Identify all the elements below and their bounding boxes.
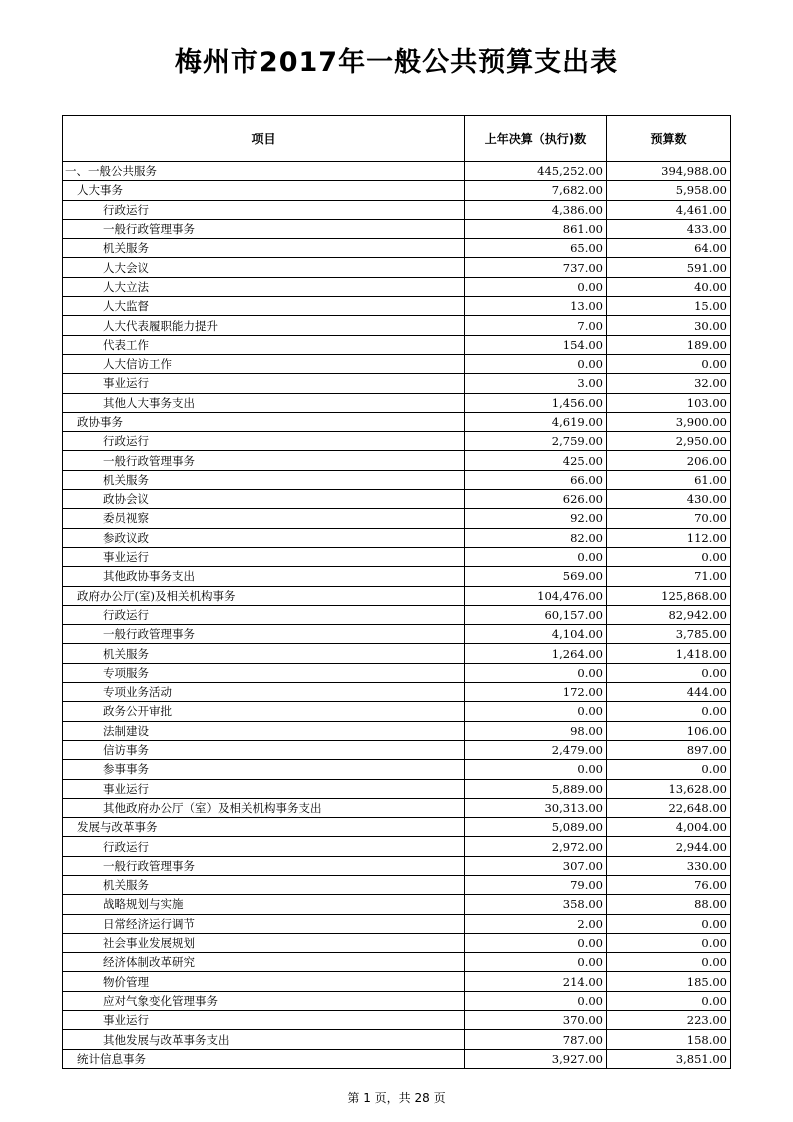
row-item-name: 统计信息事务 bbox=[63, 1049, 465, 1068]
row-item-name: 事业运行 bbox=[63, 1011, 465, 1030]
table-row bbox=[63, 470, 731, 489]
table-row bbox=[63, 760, 731, 779]
row-item-name: 事业运行 bbox=[63, 374, 465, 393]
table-row bbox=[63, 933, 731, 952]
row-item-name: 社会事业发展规划 bbox=[63, 933, 465, 952]
row-item-name: 人大会议 bbox=[63, 258, 465, 277]
row-prev-year-value: 0.00 bbox=[465, 933, 607, 952]
row-budget-value: 430.00 bbox=[607, 490, 731, 509]
table-row bbox=[63, 1049, 731, 1068]
table-row bbox=[63, 837, 731, 856]
row-budget-value: 76.00 bbox=[607, 875, 731, 894]
table-row bbox=[63, 663, 731, 682]
budget-table bbox=[62, 115, 731, 1069]
table-row bbox=[63, 374, 731, 393]
row-budget-value: 0.00 bbox=[607, 760, 731, 779]
row-budget-value: 0.00 bbox=[607, 933, 731, 952]
row-item-name: 信访事务 bbox=[63, 740, 465, 759]
row-item-name: 专项业务活动 bbox=[63, 683, 465, 702]
table-row bbox=[63, 258, 731, 277]
table-row bbox=[63, 335, 731, 354]
row-item-name: 政府办公厅(室)及相关机构事务 bbox=[63, 586, 465, 605]
row-item-name: 机关服务 bbox=[63, 644, 465, 663]
row-budget-value: 0.00 bbox=[607, 354, 731, 373]
row-budget-value: 1,418.00 bbox=[607, 644, 731, 663]
row-item-name: 法制建设 bbox=[63, 721, 465, 740]
row-item-name: 一般行政管理事务 bbox=[63, 856, 465, 875]
row-prev-year-value: 7.00 bbox=[465, 316, 607, 335]
row-item-name: 其他政府办公厅（室）及相关机构事务支出 bbox=[63, 798, 465, 817]
row-prev-year-value: 13.00 bbox=[465, 297, 607, 316]
row-item-name: 政协会议 bbox=[63, 490, 465, 509]
row-budget-value: 61.00 bbox=[607, 470, 731, 489]
table-row bbox=[63, 567, 731, 586]
row-item-name: 参政议政 bbox=[63, 528, 465, 547]
table-row bbox=[63, 972, 731, 991]
row-budget-value: 106.00 bbox=[607, 721, 731, 740]
row-item-name: 参事事务 bbox=[63, 760, 465, 779]
row-prev-year-value: 0.00 bbox=[465, 547, 607, 566]
row-item-name: 委员视察 bbox=[63, 509, 465, 528]
row-budget-value: 3,851.00 bbox=[607, 1049, 731, 1068]
row-item-name: 政务公开审批 bbox=[63, 702, 465, 721]
row-prev-year-value: 5,089.00 bbox=[465, 818, 607, 837]
row-budget-value: 330.00 bbox=[607, 856, 731, 875]
table-row bbox=[63, 721, 731, 740]
table-row bbox=[63, 875, 731, 894]
row-budget-value: 433.00 bbox=[607, 219, 731, 238]
row-item-name: 人大信访工作 bbox=[63, 354, 465, 373]
row-item-name: 战略规划与实施 bbox=[63, 895, 465, 914]
table-row bbox=[63, 509, 731, 528]
row-budget-value: 0.00 bbox=[607, 914, 731, 933]
row-budget-value: 2,944.00 bbox=[607, 837, 731, 856]
row-budget-value: 32.00 bbox=[607, 374, 731, 393]
row-budget-value: 22,648.00 bbox=[607, 798, 731, 817]
row-item-name: 其他政协事务支出 bbox=[63, 567, 465, 586]
row-budget-value: 125,868.00 bbox=[607, 586, 731, 605]
row-item-name: 机关服务 bbox=[63, 875, 465, 894]
row-prev-year-value: 0.00 bbox=[465, 354, 607, 373]
row-prev-year-value: 172.00 bbox=[465, 683, 607, 702]
table-row bbox=[63, 779, 731, 798]
row-item-name: 应对气象变化管理事务 bbox=[63, 991, 465, 1010]
header-prev-year: 上年决算（执行)数 bbox=[465, 116, 607, 162]
row-item-name: 事业运行 bbox=[63, 779, 465, 798]
row-item-name: 专项服务 bbox=[63, 663, 465, 682]
table-row bbox=[63, 605, 731, 624]
row-prev-year-value: 307.00 bbox=[465, 856, 607, 875]
table-row bbox=[63, 644, 731, 663]
row-budget-value: 223.00 bbox=[607, 1011, 731, 1030]
table-row bbox=[63, 528, 731, 547]
table-row bbox=[63, 547, 731, 566]
row-budget-value: 15.00 bbox=[607, 297, 731, 316]
row-budget-value: 112.00 bbox=[607, 528, 731, 547]
row-budget-value: 40.00 bbox=[607, 277, 731, 296]
table-header-row bbox=[63, 116, 731, 162]
table-row bbox=[63, 162, 731, 181]
row-prev-year-value: 0.00 bbox=[465, 760, 607, 779]
row-prev-year-value: 60,157.00 bbox=[465, 605, 607, 624]
row-prev-year-value: 626.00 bbox=[465, 490, 607, 509]
row-item-name: 代表工作 bbox=[63, 335, 465, 354]
row-prev-year-value: 569.00 bbox=[465, 567, 607, 586]
row-prev-year-value: 4,104.00 bbox=[465, 625, 607, 644]
row-item-name: 行政运行 bbox=[63, 605, 465, 624]
row-budget-value: 88.00 bbox=[607, 895, 731, 914]
row-budget-value: 103.00 bbox=[607, 393, 731, 412]
page-footer: 第 1 页，共 28 页 bbox=[347, 1091, 446, 1105]
row-item-name: 机关服务 bbox=[63, 239, 465, 258]
table-row bbox=[63, 740, 731, 759]
row-prev-year-value: 4,619.00 bbox=[465, 412, 607, 431]
row-item-name: 行政运行 bbox=[63, 432, 465, 451]
row-item-name: 物价管理 bbox=[63, 972, 465, 991]
row-item-name: 一般行政管理事务 bbox=[63, 625, 465, 644]
row-prev-year-value: 92.00 bbox=[465, 509, 607, 528]
row-budget-value: 82,942.00 bbox=[607, 605, 731, 624]
row-prev-year-value: 358.00 bbox=[465, 895, 607, 914]
row-prev-year-value: 79.00 bbox=[465, 875, 607, 894]
header-budget: 预算数 bbox=[607, 116, 731, 162]
row-prev-year-value: 445,252.00 bbox=[465, 162, 607, 181]
table-row bbox=[63, 991, 731, 1010]
row-budget-value: 189.00 bbox=[607, 335, 731, 354]
table-row bbox=[63, 702, 731, 721]
row-prev-year-value: 425.00 bbox=[465, 451, 607, 470]
row-prev-year-value: 1,456.00 bbox=[465, 393, 607, 412]
row-prev-year-value: 1,264.00 bbox=[465, 644, 607, 663]
row-budget-value: 71.00 bbox=[607, 567, 731, 586]
table-row bbox=[63, 586, 731, 605]
row-prev-year-value: 0.00 bbox=[465, 277, 607, 296]
row-prev-year-value: 4,386.00 bbox=[465, 200, 607, 219]
row-budget-value: 3,900.00 bbox=[607, 412, 731, 431]
row-prev-year-value: 2,479.00 bbox=[465, 740, 607, 759]
table-body bbox=[63, 162, 731, 1069]
row-budget-value: 4,461.00 bbox=[607, 200, 731, 219]
table-row bbox=[63, 451, 731, 470]
row-budget-value: 5,958.00 bbox=[607, 181, 731, 200]
table-row bbox=[63, 354, 731, 373]
row-prev-year-value: 5,889.00 bbox=[465, 779, 607, 798]
row-item-name: 机关服务 bbox=[63, 470, 465, 489]
row-item-name: 人大立法 bbox=[63, 277, 465, 296]
row-item-name: 政协事务 bbox=[63, 412, 465, 431]
row-budget-value: 206.00 bbox=[607, 451, 731, 470]
row-budget-value: 0.00 bbox=[607, 547, 731, 566]
row-budget-value: 185.00 bbox=[607, 972, 731, 991]
row-prev-year-value: 154.00 bbox=[465, 335, 607, 354]
table-row bbox=[63, 490, 731, 509]
table-row bbox=[63, 953, 731, 972]
row-budget-value: 0.00 bbox=[607, 991, 731, 1010]
row-prev-year-value: 3,927.00 bbox=[465, 1049, 607, 1068]
row-item-name: 一、一般公共服务 bbox=[63, 162, 465, 181]
row-prev-year-value: 0.00 bbox=[465, 663, 607, 682]
table-row bbox=[63, 1030, 731, 1049]
row-budget-value: 64.00 bbox=[607, 239, 731, 258]
row-prev-year-value: 98.00 bbox=[465, 721, 607, 740]
row-item-name: 发展与改革事务 bbox=[63, 818, 465, 837]
row-budget-value: 0.00 bbox=[607, 663, 731, 682]
row-budget-value: 0.00 bbox=[607, 953, 731, 972]
table-row bbox=[63, 181, 731, 200]
row-prev-year-value: 2.00 bbox=[465, 914, 607, 933]
table-row bbox=[63, 239, 731, 258]
row-prev-year-value: 214.00 bbox=[465, 972, 607, 991]
table-row bbox=[63, 297, 731, 316]
row-item-name: 人大事务 bbox=[63, 181, 465, 200]
table-row bbox=[63, 316, 731, 335]
table-row bbox=[63, 412, 731, 431]
row-prev-year-value: 30,313.00 bbox=[465, 798, 607, 817]
row-prev-year-value: 0.00 bbox=[465, 953, 607, 972]
table-row bbox=[63, 219, 731, 238]
row-prev-year-value: 861.00 bbox=[465, 219, 607, 238]
table-row bbox=[63, 818, 731, 837]
row-item-name: 行政运行 bbox=[63, 200, 465, 219]
row-prev-year-value: 370.00 bbox=[465, 1011, 607, 1030]
table-row bbox=[63, 895, 731, 914]
table-row bbox=[63, 625, 731, 644]
row-prev-year-value: 82.00 bbox=[465, 528, 607, 547]
row-item-name: 经济体制改革研究 bbox=[63, 953, 465, 972]
table-row bbox=[63, 393, 731, 412]
row-item-name: 行政运行 bbox=[63, 837, 465, 856]
row-prev-year-value: 0.00 bbox=[465, 702, 607, 721]
table-row bbox=[63, 683, 731, 702]
row-item-name: 其他发展与改革事务支出 bbox=[63, 1030, 465, 1049]
row-budget-value: 0.00 bbox=[607, 702, 731, 721]
row-prev-year-value: 2,759.00 bbox=[465, 432, 607, 451]
row-prev-year-value: 3.00 bbox=[465, 374, 607, 393]
row-item-name: 人大代表履职能力提升 bbox=[63, 316, 465, 335]
row-budget-value: 591.00 bbox=[607, 258, 731, 277]
row-budget-value: 394,988.00 bbox=[607, 162, 731, 181]
page-title: 梅州市2017年一般公共预算支出表 bbox=[174, 47, 619, 78]
row-item-name: 日常经济运行调节 bbox=[63, 914, 465, 933]
row-prev-year-value: 104,476.00 bbox=[465, 586, 607, 605]
row-budget-value: 13,628.00 bbox=[607, 779, 731, 798]
row-prev-year-value: 787.00 bbox=[465, 1030, 607, 1049]
row-prev-year-value: 7,682.00 bbox=[465, 181, 607, 200]
table-row bbox=[63, 432, 731, 451]
table-row bbox=[63, 856, 731, 875]
table-row bbox=[63, 798, 731, 817]
row-prev-year-value: 737.00 bbox=[465, 258, 607, 277]
row-item-name: 人大监督 bbox=[63, 297, 465, 316]
header-item: 项目 bbox=[63, 116, 465, 162]
row-budget-value: 897.00 bbox=[607, 740, 731, 759]
row-budget-value: 30.00 bbox=[607, 316, 731, 335]
row-prev-year-value: 65.00 bbox=[465, 239, 607, 258]
row-item-name: 一般行政管理事务 bbox=[63, 451, 465, 470]
row-budget-value: 3,785.00 bbox=[607, 625, 731, 644]
row-budget-value: 2,950.00 bbox=[607, 432, 731, 451]
table-row bbox=[63, 1011, 731, 1030]
row-prev-year-value: 2,972.00 bbox=[465, 837, 607, 856]
row-budget-value: 444.00 bbox=[607, 683, 731, 702]
row-item-name: 一般行政管理事务 bbox=[63, 219, 465, 238]
row-budget-value: 70.00 bbox=[607, 509, 731, 528]
row-prev-year-value: 0.00 bbox=[465, 991, 607, 1010]
row-item-name: 其他人大事务支出 bbox=[63, 393, 465, 412]
table-row bbox=[63, 277, 731, 296]
row-budget-value: 158.00 bbox=[607, 1030, 731, 1049]
row-item-name: 事业运行 bbox=[63, 547, 465, 566]
table-row bbox=[63, 914, 731, 933]
row-prev-year-value: 66.00 bbox=[465, 470, 607, 489]
table-row bbox=[63, 200, 731, 219]
row-budget-value: 4,004.00 bbox=[607, 818, 731, 837]
